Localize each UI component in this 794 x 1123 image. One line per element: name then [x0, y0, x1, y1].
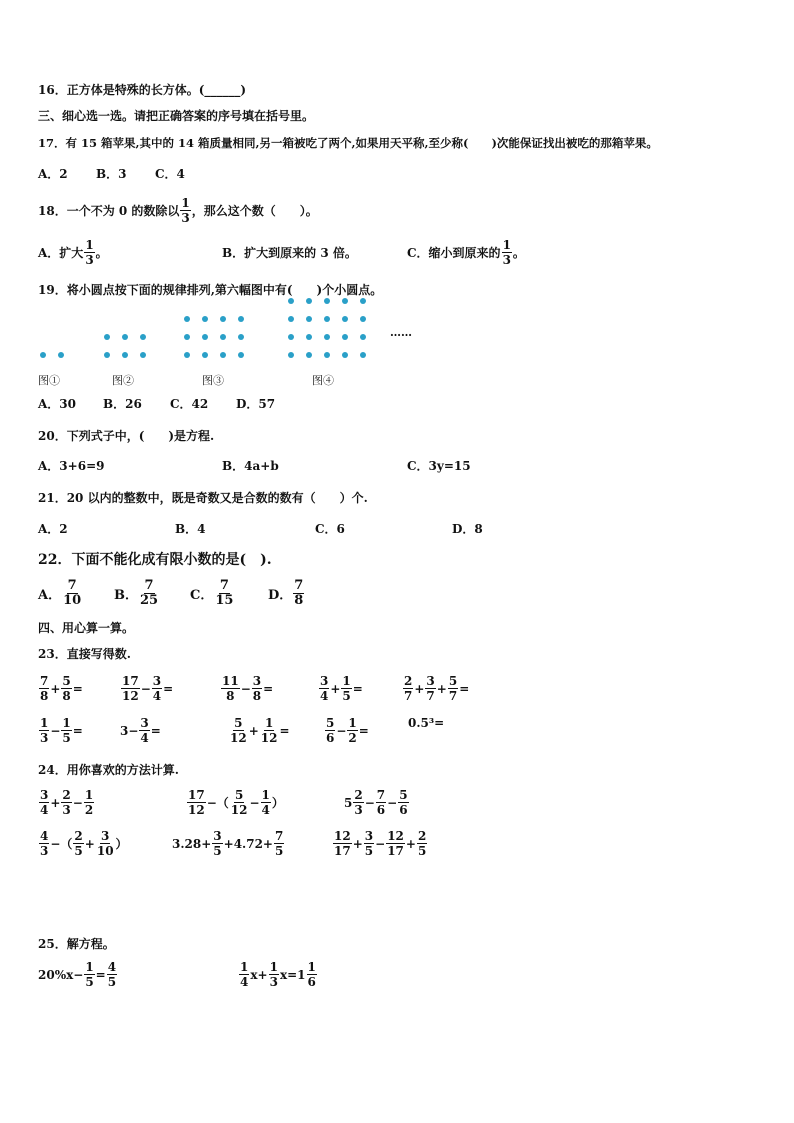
fraction: $\frac{17}{12}$ — [188, 788, 205, 817]
expr-text: 20%x− — [38, 967, 84, 982]
figure-3-dot — [220, 316, 226, 322]
q18-option-a: A．扩大 $\frac{1}{3}$ 。 — [38, 238, 108, 267]
fraction: $\frac{7}{25}$ — [140, 578, 159, 608]
expr-text: −（ — [206, 796, 229, 810]
figure-4-dot — [306, 352, 312, 358]
fraction: $\frac{2}{7}$ — [404, 674, 413, 703]
fraction: $\frac{1}{4}$ — [240, 960, 249, 989]
figure-1-dot — [58, 352, 64, 358]
expr-text: − — [50, 723, 61, 738]
expr-text: 5 — [344, 795, 353, 810]
q23-expression — [120, 716, 161, 745]
question-19: 19．将小圆点按下面的规律排列,第六幅图中有( )个小圆点。 — [38, 283, 383, 297]
fraction: $\frac{5}{6}$ — [399, 788, 408, 817]
figure-4-dot — [324, 352, 330, 358]
fraction: $\frac{1}{5}$ — [342, 674, 351, 703]
fraction: $\frac{2}{3}$ — [62, 788, 71, 817]
q17-option-c: C．4 — [155, 167, 185, 181]
q21-option-c: C．6 — [315, 522, 345, 536]
fraction: $\frac{3}{5}$ — [364, 829, 374, 858]
figure-4-dot — [324, 316, 330, 322]
q24-expression — [38, 788, 95, 817]
expr-text: 3− — [120, 723, 139, 738]
expr-text: +4.72+ — [223, 836, 273, 851]
expr-text: ） — [271, 796, 284, 810]
expr-text: = — [150, 723, 161, 738]
fraction: $\frac{7}{5}$ — [274, 829, 284, 858]
expr-text: B． — [114, 588, 138, 603]
expr-text: 0.5³= — [408, 716, 445, 730]
q19-option-b: B．26 — [103, 397, 142, 411]
expr-text: = — [263, 681, 274, 696]
q20-option-a: A．3+6=9 — [38, 459, 105, 473]
figure-2-dot — [104, 352, 110, 358]
expr-text: C． — [190, 588, 214, 603]
q20-option-c: C．3y=15 — [407, 459, 471, 473]
question-16: 16．正方体是特殊的长方体。(______) — [38, 83, 247, 97]
figure-3-dot — [202, 352, 208, 358]
question-24: 24．用你喜欢的方法计算. — [38, 763, 179, 777]
q18-fraction: $\frac{1}{3}$ — [181, 196, 190, 225]
expr-text: + — [330, 681, 341, 696]
q24-expression — [38, 829, 128, 858]
figure-3-dot — [184, 352, 190, 358]
fraction: $\frac{7}{10}$ — [63, 578, 82, 608]
q19-option-a: A．30 — [38, 397, 77, 411]
fraction: $\frac{7}{8}$ — [294, 578, 304, 608]
q22-option — [114, 579, 160, 608]
q23-expression — [120, 674, 173, 703]
q20-option-b: B．4a+b — [222, 459, 279, 473]
q21-option-b: B．4 — [175, 522, 206, 536]
figure-4-dot — [342, 334, 348, 340]
section-3-heading: 三、细心选一选。请把正确答案的序号填在括号里。 — [38, 109, 315, 123]
expr-text: − — [364, 795, 375, 810]
fraction: $\frac{12}{17}$ — [334, 829, 351, 858]
expr-text: + — [436, 681, 447, 696]
q23-expression — [228, 716, 290, 745]
fraction: $\frac{2}{5}$ — [417, 829, 427, 858]
figure-4-dot — [324, 334, 330, 340]
figure-4-dot — [288, 352, 294, 358]
figure-4-dot — [342, 316, 348, 322]
question-18 — [38, 196, 318, 225]
figure-4-dot — [306, 334, 312, 340]
expr-text: = — [163, 681, 174, 696]
expr-text: = — [95, 967, 106, 982]
fraction: $\frac{3}{7}$ — [426, 674, 435, 703]
fraction: $\frac{4}{3}$ — [40, 829, 49, 858]
q22-option — [190, 579, 235, 608]
expr-text: − — [140, 681, 151, 696]
q21-option-a: A．2 — [38, 522, 68, 536]
question-20: 20．下列式子中，( )是方程. — [38, 429, 215, 443]
q22-option — [268, 579, 305, 608]
figure-3-label: 图③ — [202, 374, 224, 387]
figure-4-label: 图④ — [312, 374, 334, 387]
fraction: $\frac{1}{6}$ — [307, 960, 316, 989]
q23-expression — [38, 716, 83, 745]
q19-option-d: D．57 — [236, 397, 276, 411]
expr-text: − — [249, 795, 260, 810]
fraction: $\frac{5}{12}$ — [230, 788, 248, 817]
expr-text: = — [72, 681, 83, 696]
expr-text: −（ — [50, 837, 73, 851]
q18-option-b: B．扩大到原来的 3 倍。 — [222, 246, 357, 260]
figure-2-dot — [122, 334, 128, 340]
figure-3-dot — [202, 334, 208, 340]
figure-2-label: 图② — [112, 374, 134, 387]
fraction: $\frac{1}{4}$ — [261, 788, 270, 817]
q23-expression — [324, 716, 369, 745]
expr-text: D． — [268, 588, 293, 603]
fraction: $\frac{1}{5}$ — [85, 960, 94, 989]
q17-option-a: A．2 — [38, 167, 68, 181]
figure-4-dot — [342, 298, 348, 304]
expr-text: A． — [38, 588, 62, 603]
expr-text: + — [414, 681, 425, 696]
figure-1-dot — [40, 352, 46, 358]
fraction: $\frac{1}{2}$ — [348, 716, 357, 745]
fraction: $\frac{7}{8}$ — [40, 674, 49, 703]
expr-text: = — [279, 723, 290, 738]
q22-option — [38, 579, 83, 608]
fraction: $\frac{1}{12}$ — [260, 716, 278, 745]
expr-text: + — [405, 836, 416, 851]
expr-text: − — [387, 795, 398, 810]
q18-stem-end: ，那么这个数（ ）。 — [191, 203, 318, 218]
fraction: $\frac{5}{6}$ — [326, 716, 335, 745]
q23-expression — [38, 674, 83, 703]
expr-text: + — [248, 723, 259, 738]
fraction: $\frac{5}{7}$ — [448, 674, 458, 703]
figure-4-dot — [360, 316, 366, 322]
expr-text: ） — [115, 837, 128, 851]
fraction: $\frac{1}{2}$ — [84, 788, 94, 817]
figure-3-dot — [238, 352, 244, 358]
q24-expression — [332, 829, 428, 858]
question-21: 21．20 以内的整数中，既是奇数又是合数的数有（ ）个. — [38, 491, 368, 505]
figure-ellipsis: …… — [390, 326, 412, 339]
figure-4-dot — [306, 316, 312, 322]
figure-4-dot — [360, 298, 366, 304]
q25-equation — [238, 960, 318, 989]
q25-equation — [38, 960, 118, 989]
expr-text: = — [459, 681, 470, 696]
q17-option-b: B．3 — [96, 167, 127, 181]
figure-4-dot — [288, 298, 294, 304]
figure-3-dot — [202, 316, 208, 322]
question-23: 23．直接写得数. — [38, 647, 131, 661]
figure-4-dot — [360, 334, 366, 340]
q23-expression — [318, 674, 363, 703]
figure-3-dot — [238, 316, 244, 322]
q24-expression — [344, 788, 410, 817]
fraction: $\frac{3}{4}$ — [40, 788, 49, 817]
expr-text: + — [352, 836, 363, 851]
q18-stem-start: 18．一个不为 0 的数除以 — [38, 203, 180, 218]
expr-text: = — [352, 681, 363, 696]
question-17: 17．有 15 箱苹果,其中的 14 箱质量相同,另一箱被吃了两个,如果用天平称,至少称( )次能保证找出被吃的那箱苹果。 — [38, 136, 658, 150]
fraction: $\frac{7}{15}$ — [215, 578, 234, 608]
fraction: $\frac{12}{17}$ — [387, 829, 404, 858]
fraction: $\frac{3}{10}$ — [96, 829, 114, 858]
q24-expression — [186, 788, 284, 817]
figure-4-dot — [360, 352, 366, 358]
fraction: $\frac{4}{5}$ — [107, 960, 117, 989]
expr-text: + — [84, 836, 95, 851]
fraction: $\frac{5}{8}$ — [62, 674, 71, 703]
expr-text: x=1 — [279, 967, 306, 982]
figure-4-dot — [288, 334, 294, 340]
fraction: $\frac{5}{12}$ — [230, 716, 247, 745]
figure-2-dot — [140, 334, 146, 340]
figure-3-dot — [184, 316, 190, 322]
q24-expression — [172, 829, 285, 858]
question-22: 22．下面不能化成有限小数的是( ). — [38, 552, 272, 568]
fraction: $\frac{1}{3}$ — [40, 716, 49, 745]
fraction: $\frac{3}{4}$ — [140, 716, 149, 745]
figure-4-dot — [324, 298, 330, 304]
fraction: $\frac{3}{4}$ — [152, 674, 162, 703]
figure-4-dot — [342, 352, 348, 358]
q23-expression — [402, 674, 469, 703]
figure-4-dot — [306, 298, 312, 304]
q19-option-c: C．42 — [170, 397, 209, 411]
fraction: $\frac{1}{3}$ — [269, 960, 278, 989]
q23-expression — [220, 674, 273, 703]
figure-4-dot — [288, 316, 294, 322]
fraction: $\frac{17}{12}$ — [122, 674, 139, 703]
figure-2-dot — [122, 352, 128, 358]
expr-text: = — [358, 723, 369, 738]
fraction: $\frac{3}{8}$ — [252, 674, 262, 703]
figure-2-dot — [140, 352, 146, 358]
expr-text: − — [336, 723, 347, 738]
expr-text: 3.28+ — [172, 836, 212, 851]
fraction: $\frac{1}{5}$ — [62, 716, 71, 745]
fraction: $\frac{11}{8}$ — [222, 674, 239, 703]
figure-3-dot — [184, 334, 190, 340]
figure-3-dot — [220, 352, 226, 358]
fraction: $\frac{2}{3}$ — [354, 788, 363, 817]
section-4-heading: 四、用心算一算。 — [38, 621, 135, 635]
q18-option-c: C．缩小到原来的 $\frac{1}{3}$ 。 — [407, 238, 525, 267]
expr-text: − — [240, 681, 251, 696]
q21-option-d: D．8 — [452, 522, 483, 536]
fraction: $\frac{3}{4}$ — [320, 674, 329, 703]
figure-3-dot — [238, 334, 244, 340]
figure-1-label: 图① — [38, 374, 60, 387]
fraction: $\frac{7}{6}$ — [376, 788, 386, 817]
figure-3-dot — [220, 334, 226, 340]
expr-text: x+ — [250, 967, 268, 982]
q23-expression — [408, 716, 444, 730]
expr-text: + — [50, 795, 61, 810]
expr-text: − — [375, 836, 386, 851]
expr-text: − — [72, 795, 83, 810]
fraction: $\frac{2}{5}$ — [74, 829, 83, 858]
expr-text: + — [50, 681, 61, 696]
fraction: $\frac{3}{5}$ — [213, 829, 222, 858]
question-25: 25．解方程。 — [38, 937, 115, 951]
figure-2-dot — [104, 334, 110, 340]
expr-text: = — [72, 723, 83, 738]
